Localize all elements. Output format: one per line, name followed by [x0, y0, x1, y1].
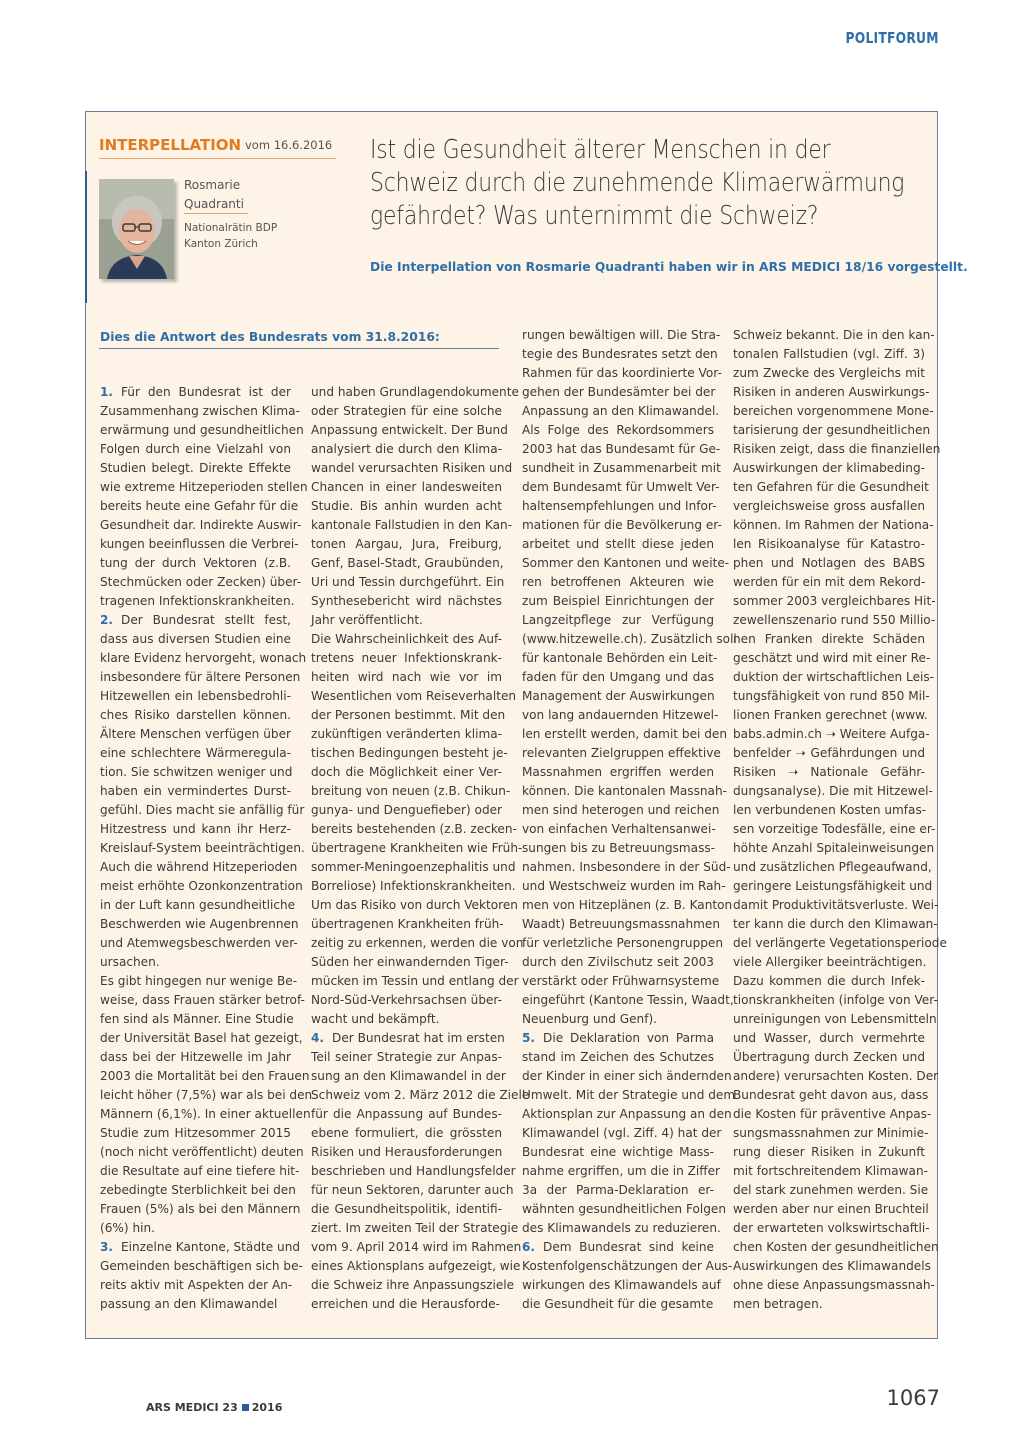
- text-line: für kantonale Behörden ein Leit-: [522, 651, 718, 665]
- item-text: Einzelne Kantone, Städte und: [121, 1240, 301, 1254]
- text-line: men sind heterogen und reichen: [522, 803, 720, 817]
- text-line: und Westschweiz wurden im Rah-: [522, 879, 726, 893]
- text-line: Als Folge des Rekordsommers: [522, 423, 714, 437]
- text-line: (6%) hin.: [100, 1221, 156, 1235]
- text-line: Neuenburg und Genf).: [522, 1012, 658, 1026]
- text-line: Es gibt hingegen nur wenige Be-: [100, 974, 298, 988]
- text-line: [311, 1029, 505, 1048]
- text-line: Chancen in einer landesweiten: [311, 480, 502, 494]
- text-line: zum Zwecke des Vergleichs mit: [733, 366, 925, 380]
- text-line: kungen beeinflussen die Verbrei-: [100, 537, 299, 551]
- text-line: bereichen vorgenommene Mone-: [733, 404, 934, 418]
- text-line: Übertragung durch Zecken und: [733, 1050, 925, 1064]
- text-line: mücken im Tessin und entlang der: [311, 974, 519, 988]
- text-line: Genf, Basel-Stadt, Graubünden,: [311, 556, 504, 570]
- person-first-name: Rosmarie: [184, 178, 241, 192]
- text-line: bereits heute eine Gefahr für die: [100, 499, 299, 513]
- text-line: [100, 611, 291, 630]
- text-line: für neun Sektoren, darunter auch: [311, 1183, 514, 1197]
- text-line: eines Aktionsplans aufgezeigt, wie: [311, 1259, 521, 1273]
- text-line: Klimawandel (vgl. Ziff. 4) hat der: [522, 1126, 722, 1140]
- person-canton: Kanton Zürich: [184, 238, 258, 250]
- text-line: sundheit in Zusammenarbeit mit: [522, 461, 721, 475]
- text-line: len erstellt werden, damit bei den: [522, 727, 727, 741]
- text-line: tion. Sie schwitzen weniger und: [100, 765, 293, 779]
- text-line: Studie. Bis anhin wurden acht: [311, 499, 502, 513]
- text-line: mit fortschreitendem Klimawan-: [733, 1164, 928, 1178]
- square-icon: [242, 1404, 249, 1411]
- title-line: gefährdet? Was unternimmt die Schweiz?: [370, 201, 819, 231]
- text-line: Frauen (5%) als bei den Männern: [100, 1202, 301, 1216]
- text-line: tretens neuer Infektionskrank-: [311, 651, 502, 665]
- text-line: 3a der Parma-Deklaration er-: [522, 1183, 714, 1197]
- text-line: höhte Anzahl Spitaleinweisungen: [733, 841, 935, 855]
- text-line: rung dieser Risiken in Zukunft: [733, 1145, 925, 1159]
- item-text: Der Bundesrat stellt fest,: [121, 613, 291, 627]
- text-line: bereits bestehenden (z.B. zecken-: [311, 822, 517, 836]
- interpellation-date: vom 16.6.2016: [245, 138, 333, 152]
- text-line: [522, 1238, 714, 1257]
- text-line: von einfachen Verhaltensanwei-: [522, 822, 716, 836]
- text-line: men von Hitzeplänen (z. B. Kanton: [522, 898, 733, 912]
- text-line: Borreliose) Infektionskrankheiten.: [311, 879, 516, 893]
- text-line: 2003 hat das Bundesamt für Ge-: [522, 442, 721, 456]
- text-line: Wesentlichen vom Reiseverhalten: [311, 689, 517, 703]
- text-line: Schweiz vom 2. März 2012 die Ziele: [311, 1088, 530, 1102]
- text-line: Risiken ➝ Nationale Gefähr-: [733, 765, 925, 779]
- text-line: benfelder ➝ Gefährdungen und: [733, 746, 925, 760]
- text-line: Auswirkungen der klimabeding-: [733, 461, 925, 475]
- text-line: sommer-Meningoenzephalitis und: [311, 860, 516, 874]
- text-line: Waadt) Betreuungsmassnahmen: [522, 917, 721, 931]
- person-last-name: Quadranti: [184, 197, 244, 211]
- text-line: und Atemwegsbeschwerden ver-: [100, 936, 298, 950]
- text-line: die Schweiz ihre Anpassungsziele: [311, 1278, 515, 1292]
- text-line: werden aber nur einen Bruchteil: [733, 1202, 929, 1216]
- text-line: ursachen.: [100, 955, 160, 969]
- text-line: arbeitet und stellt diese jeden: [522, 537, 714, 551]
- text-line: tragenen Infektionskrankheiten.: [100, 594, 295, 608]
- text-line: in der Luft kann gesundheitliche: [100, 898, 296, 912]
- text-line: ten Gefahren für die Gesundheit: [733, 480, 929, 494]
- text-line: Um das Risiko von durch Vektoren: [311, 898, 518, 912]
- text-line: Anpassung entwickelt. Der Bund: [311, 423, 508, 437]
- text-line: Gesundheit dar. Indirekte Auswir-: [100, 518, 302, 532]
- text-line: Folgen durch eine Vielzahl von: [100, 442, 291, 456]
- text-line: des Klimawandels zu reduzieren.: [522, 1221, 721, 1235]
- text-line: ter kann die durch den Klimawan-: [733, 917, 938, 931]
- text-line: [100, 383, 291, 402]
- text-column-3: [522, 326, 737, 1314]
- text-line: Kreislauf-System beeinträchtigen.: [100, 841, 305, 855]
- text-line: die Resultate auf eine tiefere hit-: [100, 1164, 300, 1178]
- text-line: können. Die kantonalen Massnah-: [522, 784, 727, 798]
- text-line: doch die Möglichkeit einer Ver-: [311, 765, 502, 779]
- text-line: Studien belegt. Direkte Effekte: [100, 461, 291, 475]
- text-line: durch den Zivilschutz seit 2003: [522, 955, 714, 969]
- portrait-image: [99, 179, 174, 279]
- text-line: Bundesrat geht davon aus, dass: [733, 1088, 929, 1102]
- text-line: tionskrankheiten (infolge von Ver-: [733, 993, 938, 1007]
- text-line: Synthesebericht wird nächstes: [311, 594, 502, 608]
- text-line: dungsanalyse). Die mit Hitzewel-: [733, 784, 933, 798]
- text-line: Langzeitpflege zur Verfügung: [522, 613, 714, 627]
- item-text: Die Deklaration von Parma: [543, 1031, 714, 1045]
- text-line: Teil seiner Strategie zur Anpas-: [311, 1050, 502, 1064]
- journal-year: 2016: [251, 1401, 283, 1414]
- text-column-2: [311, 383, 530, 1314]
- text-line: 2003 die Mortalität bei den Frauen: [100, 1069, 310, 1083]
- text-line: Anpassung an den Klimawandel.: [522, 404, 720, 418]
- text-line: Rahmen für das koordinierte Vor-: [522, 366, 722, 380]
- title-line: Ist die Gesundheit älterer Menschen in der: [370, 135, 831, 165]
- text-line: del stark zunehmen werden. Sie: [733, 1183, 929, 1197]
- text-line: können. Im Rahmen der Nationa-: [733, 518, 934, 532]
- text-line: ziert. Im zweiten Teil der Strategie: [311, 1221, 519, 1235]
- text-line: Die Wahrscheinlichkeit des Auf-: [311, 632, 502, 646]
- text-line: oder Strategien für eine solche: [311, 404, 502, 418]
- text-line: vom 9. April 2014 wird im Rahmen: [311, 1240, 522, 1254]
- accent-bar: [85, 171, 87, 303]
- text-line: sungen bis zu Betreuungsmass-: [522, 841, 716, 855]
- text-line: (www.hitzewelle.ch). Zusätzlich soll: [522, 632, 737, 646]
- interpellation-label: INTERPELLATION: [99, 136, 242, 154]
- text-line: und zusätzlichen Pflegeaufwand,: [733, 860, 932, 874]
- text-line: übertragene Krankheiten wie Früh-: [311, 841, 523, 855]
- text-line: erreichen und die Herausforde-: [311, 1297, 500, 1311]
- footer-journal: [146, 1401, 282, 1414]
- text-line: dass bei der Hitzewelle im Jahr: [100, 1050, 291, 1064]
- page-number: 1067: [886, 1386, 940, 1410]
- person-role: Nationalrätin BDP: [184, 222, 278, 234]
- text-line: Uri und Tessin durchgeführt. Ein: [311, 575, 505, 589]
- text-line: Hitzewellen ein lebensbedrohli-: [100, 689, 291, 703]
- text-line: dem Bundesamt für Umwelt Ver-: [522, 480, 720, 494]
- text-line: Stechmücken oder Zecken) über-: [100, 575, 302, 589]
- title-line: Schweiz durch die zunehmende Klimaerwärmung: [370, 168, 905, 198]
- text-line: Risiken zeigt, dass die finanziellen: [733, 442, 941, 456]
- text-line: viele Allergiker beeinträchtigen.: [733, 955, 927, 969]
- text-line: zukünftigen veränderten klima-: [311, 727, 502, 741]
- item-number: 6.: [522, 1240, 536, 1254]
- text-line: der Personen bestimmt. Mit den: [311, 708, 506, 722]
- text-line: damit Produktivitätsverluste. Wei-: [733, 898, 939, 912]
- text-line: sungsmassnahmen zur Minimie-: [733, 1126, 929, 1140]
- text-line: zewellenszenario rund 550 Millio-: [733, 613, 936, 627]
- text-line: duktion der wirtschaftlichen Leis-: [733, 670, 935, 684]
- item-number: 1.: [100, 385, 114, 399]
- text-line: beschrieben und Handlungsfelder: [311, 1164, 516, 1178]
- text-line: Management der Auswirkungen: [522, 689, 715, 703]
- text-line: Risiken in anderen Auswirkungs-: [733, 385, 930, 399]
- text-line: rungen bewältigen will. Die Stra-: [522, 328, 721, 342]
- text-line: klare Evidenz hervorgeht, wonach: [100, 651, 307, 665]
- text-line: heiten wird nach wie vor im: [311, 670, 502, 684]
- text-line: ches Risiko darstellen können.: [100, 708, 291, 722]
- text-line: relevanten Zielgruppen effektive: [522, 746, 721, 760]
- text-line: nahme ergriffen, um die in Ziffer: [522, 1164, 721, 1178]
- text-line: tarisierung der gesundheitlichen: [733, 423, 931, 437]
- text-line: Auswirkungen des Klimawandels: [733, 1259, 931, 1273]
- answer-heading: Dies die Antwort des Bundesrats vom 31.8.2016:: [100, 330, 440, 344]
- text-line: sen vorzeitige Todesfälle, eine er-: [733, 822, 936, 836]
- text-line: wacht und bekämpft.: [311, 1012, 440, 1026]
- section-label: POLITFORUM: [845, 29, 939, 47]
- journal-name: ARS MEDICI 23: [146, 1401, 238, 1414]
- text-line: für verletzliche Personengruppen: [522, 936, 724, 950]
- text-line: tungsfähigkeit von rund 850 Mil-: [733, 689, 930, 703]
- text-line: eingeführt (Kantone Tessin, Waadt,: [522, 993, 734, 1007]
- text-line: faden für den Umgang und das: [522, 670, 714, 684]
- item-number: 4.: [311, 1031, 325, 1045]
- text-line: gunya- und Denguefieber) oder: [311, 803, 503, 817]
- text-column-4: [733, 326, 947, 1314]
- text-line: Umwelt. Mit der Strategie und dem: [522, 1088, 736, 1102]
- text-line: (noch nicht veröffentlicht) deuten: [100, 1145, 304, 1159]
- text-line: haben ein vermindertes Durst-: [100, 784, 291, 798]
- text-line: geringere Leistungsfähigkeit und: [733, 879, 933, 893]
- text-line: del verlängerte Vegetationsperiode: [733, 936, 947, 950]
- text-line: dass aus diversen Studien eine: [100, 632, 291, 646]
- text-line: Männern (6,1%). In einer aktuellen: [100, 1107, 311, 1121]
- text-line: tung der durch Vektoren (z.B.: [100, 556, 291, 570]
- text-line: gefühl. Dies macht sie anfällig für: [100, 803, 305, 817]
- text-line: Bundesrat eine wichtige Mass-: [522, 1145, 714, 1159]
- text-line: die Gesundheitspolitik, identifi-: [311, 1202, 502, 1216]
- text-line: geschätzt und wird mit einer Re-: [733, 651, 931, 665]
- item-text: Der Bundesrat hat im ersten: [332, 1031, 505, 1045]
- portrait-photo: [99, 179, 174, 279]
- text-line: leicht höher (7,5%) war als bei den: [100, 1088, 313, 1102]
- text-line: Süden her einwandernden Tiger-: [311, 955, 509, 969]
- text-line: phen und Notlagen des BABS: [733, 556, 925, 570]
- text-line: Schweiz bekannt. Die in den kan-: [733, 328, 935, 342]
- text-line: der Kinder in einer sich ändernden: [522, 1069, 732, 1083]
- text-line: für die Anpassung auf Bundes-: [311, 1107, 502, 1121]
- text-line: men betragen.: [733, 1297, 823, 1311]
- text-line: erwärmung und gesundheitlichen: [100, 423, 304, 437]
- text-line: nen Franken direkte Schäden: [733, 632, 925, 646]
- text-line: von lang andauernden Hitzewel-: [522, 708, 719, 722]
- item-text: Dem Bundesrat sind keine: [543, 1240, 714, 1254]
- text-line: breitung von neuen (z.B. Chikun-: [311, 784, 511, 798]
- text-line: und Wasser, durch vermehrte: [733, 1031, 925, 1045]
- text-line: kantonale Fallstudien in den Kan-: [311, 518, 513, 532]
- text-line: haltensempfehlungen und Infor-: [522, 499, 717, 513]
- text-line: der erwarteten volkswirtschaftli-: [733, 1221, 930, 1235]
- text-line: ebene formuliert, die grössten: [311, 1126, 502, 1140]
- text-line: Nord-Süd-Verkehrsachsen über-: [311, 993, 502, 1007]
- text-line: zum Beispiel Einrichtungen der: [522, 594, 714, 608]
- text-line: andere) verursachten Kosten. Der: [733, 1069, 939, 1083]
- text-line: reits aktiv mit Aspekten der An-: [100, 1278, 293, 1292]
- text-line: Jahr veröffentlicht.: [311, 613, 423, 627]
- text-line: ohne diese Anpassungsmassnah-: [733, 1278, 935, 1292]
- text-line: eine schlechtere Wärmeregula-: [100, 746, 291, 760]
- person-rule: [184, 213, 248, 214]
- text-line: chen Kosten der gesundheitlichen: [733, 1240, 939, 1254]
- text-line: vergleichsweise gross ausfallen: [733, 499, 925, 513]
- text-line: zeitig zu erkennen, werden die von: [311, 936, 524, 950]
- text-line: lionen Franken gerechnet (www.: [733, 708, 928, 722]
- text-line: Massnahmen ergriffen werden: [522, 765, 714, 779]
- text-line: unreinigungen von Lebensmitteln: [733, 1012, 937, 1026]
- text-column-1: [100, 383, 313, 1314]
- text-line: und haben Grundlagendokumente: [311, 385, 519, 399]
- text-line: ren betroffenen Akteuren wie: [522, 575, 714, 589]
- header-rule: [99, 158, 336, 159]
- text-line: Risiken und Herausforderungen: [311, 1145, 503, 1159]
- text-line: Studie zum Hitzesommer 2015: [100, 1126, 291, 1140]
- text-line: der Universität Basel hat gezeigt,: [100, 1031, 303, 1045]
- text-line: Sommer den Kantonen und weite-: [522, 556, 730, 570]
- text-line: analysiert die durch den Klima-: [311, 442, 502, 456]
- text-line: len verbundenen Kosten umfas-: [733, 803, 927, 817]
- text-line: die Kosten für präventive Anpas-: [733, 1107, 932, 1121]
- text-line: Dazu kommen die durch Infek-: [733, 974, 925, 988]
- text-line: stand im Zeichen des Schutzes: [522, 1050, 714, 1064]
- text-line: gehen der Bundesämter bei der: [522, 385, 716, 399]
- text-line: Aktionsplan zur Anpassung an den: [522, 1107, 732, 1121]
- text-line: passung an den Klimawandel: [100, 1297, 278, 1311]
- text-line: wandel verursachten Risiken und: [311, 461, 513, 475]
- text-line: Gemeinden beschäftigen sich be-: [100, 1259, 303, 1273]
- text-line: len Risikoanalyse für Katastro-: [733, 537, 925, 551]
- text-line: verstärkt oder Frühwarnsysteme: [522, 974, 720, 988]
- text-line: Kostenfolgenschätzungen der Aus-: [522, 1259, 733, 1273]
- interpellation-title: [370, 134, 930, 233]
- text-line: die Gesundheit für die gesamte: [522, 1297, 714, 1311]
- interpellation-subtitle: Die Interpellation von Rosmarie Quadranti haben wir in ARS MEDICI 18/16 vorgestellt.: [370, 260, 968, 274]
- text-line: [522, 1029, 714, 1048]
- text-line: nahmen. Insbesondere in der Süd-: [522, 860, 731, 874]
- text-line: Beschwerden wie Augenbrennen: [100, 917, 299, 931]
- text-line: weise, dass Frauen stärker betrof-: [100, 993, 305, 1007]
- answer-rule: [99, 348, 499, 349]
- text-line: Hitzestress und kann ihr Herz-: [100, 822, 291, 836]
- text-line: sommer 2003 vergleichbares Hit-: [733, 594, 936, 608]
- text-line: wirkungen des Klimawandels auf: [522, 1278, 721, 1292]
- text-line: fen sind als Männer. Eine Studie: [100, 1012, 294, 1026]
- item-number: 5.: [522, 1031, 536, 1045]
- item-text: Für den Bundesrat ist der: [121, 385, 291, 399]
- text-line: wähnten gesundheitlichen Folgen: [522, 1202, 727, 1216]
- text-line: wie extreme Hitzeperioden stellen: [100, 480, 308, 494]
- text-line: werden für ein mit dem Rekord-: [733, 575, 926, 589]
- text-line: babs.admin.ch ➝ Weitere Aufga-: [733, 727, 930, 741]
- text-line: tonalen Fallstudien (vgl. Ziff. 3): [733, 347, 925, 361]
- item-number: 2.: [100, 613, 114, 627]
- text-line: übertragenen Krankheiten früh-: [311, 917, 504, 931]
- text-line: Auch die während Hitzeperioden: [100, 860, 298, 874]
- text-line: meist erhöhte Ozonkonzentration: [100, 879, 303, 893]
- text-line: mationen für die Bevölkerung er-: [522, 518, 722, 532]
- text-line: tonen Aargau, Jura, Freiburg,: [311, 537, 502, 551]
- text-line: Ältere Menschen verfügen über: [100, 727, 291, 741]
- text-line: tischen Bedingungen besteht je-: [311, 746, 508, 760]
- text-line: sung an den Klimawandel in der: [311, 1069, 506, 1083]
- text-line: tegie des Bundesrates setzt den: [522, 347, 718, 361]
- item-number: 3.: [100, 1240, 114, 1254]
- text-line: [100, 1238, 301, 1257]
- text-line: zebedingte Sterblichkeit bei den: [100, 1183, 296, 1197]
- text-line: insbesondere für ältere Personen: [100, 670, 301, 684]
- text-line: Zusammenhang zwischen Klima-: [100, 404, 300, 418]
